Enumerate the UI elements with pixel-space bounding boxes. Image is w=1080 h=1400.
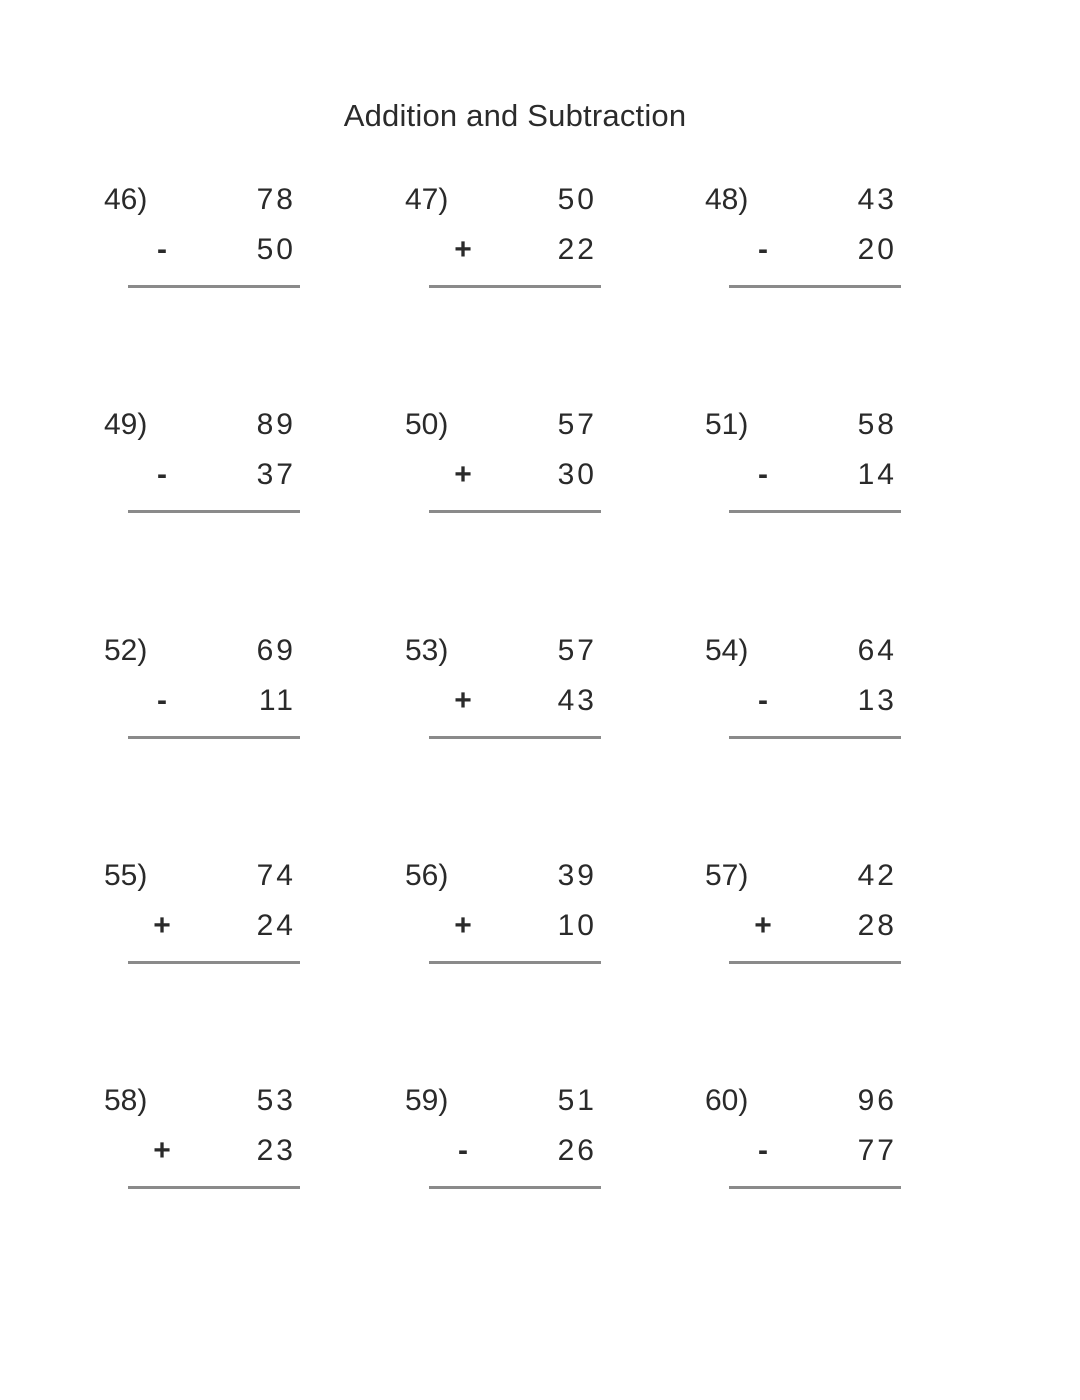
bottom-operand: 26 [557,1134,597,1167]
operator-sign: + [153,1134,171,1167]
problem-number: 48) [705,183,749,216]
problem-56 [405,858,615,978]
top-operand: 50 [557,183,597,216]
top-operand: 69 [256,634,296,667]
answer-line [128,285,300,288]
top-operand: 58 [857,408,897,441]
operator-sign: - [157,458,167,491]
bottom-operand: 23 [256,1134,296,1167]
problem-57 [705,858,915,978]
operator-sign: + [454,458,472,491]
answer-line [429,961,601,964]
answer-line [128,1186,300,1189]
problem-number: 46) [104,183,148,216]
operator-sign: - [157,233,167,266]
answer-line [429,736,601,739]
operator-sign: - [157,684,167,717]
bottom-operand: 77 [857,1134,897,1167]
answer-line [729,1186,901,1189]
operator-sign: + [153,909,171,942]
problem-51 [705,407,915,527]
worksheet-title: Addition and Subtraction [343,98,687,133]
top-operand: 57 [557,408,597,441]
problem-number: 47) [405,183,449,216]
operator-sign: - [458,1134,468,1167]
problem-number: 54) [705,634,749,667]
problem-number: 58) [104,1084,148,1117]
problem-number: 59) [405,1084,449,1117]
operator-sign: + [454,909,472,942]
problem-59 [405,1083,615,1203]
operator-sign: - [758,1134,768,1167]
problem-number: 60) [705,1084,749,1117]
answer-line [429,1186,601,1189]
bottom-operand: 30 [557,458,597,491]
answer-line [128,510,300,513]
answer-line [729,736,901,739]
bottom-operand: 14 [857,458,897,491]
top-operand: 57 [557,634,597,667]
problem-number: 55) [104,859,148,892]
operator-sign: - [758,233,768,266]
top-operand: 89 [256,408,296,441]
operator-sign: - [758,458,768,491]
top-operand: 96 [857,1084,897,1117]
problem-49 [104,407,314,527]
bottom-operand: 43 [557,684,597,717]
bottom-operand: 13 [857,684,897,717]
operator-sign: + [454,233,472,266]
problem-number: 50) [405,408,449,441]
top-operand: 78 [256,183,296,216]
problem-58 [104,1083,314,1203]
problem-53 [405,633,615,753]
problem-number: 56) [405,859,449,892]
top-operand: 42 [857,859,897,892]
bottom-operand: 50 [256,233,296,266]
problem-46 [104,182,314,302]
problem-54 [705,633,915,753]
problem-47 [405,182,615,302]
answer-line [729,510,901,513]
answer-line [128,736,300,739]
bottom-operand: 11 [258,684,296,717]
problem-48 [705,182,915,302]
problem-55 [104,858,314,978]
bottom-operand: 28 [857,909,897,942]
top-operand: 51 [557,1084,597,1117]
bottom-operand: 37 [256,458,296,491]
problem-number: 49) [104,408,148,441]
problem-52 [104,633,314,753]
problem-50 [405,407,615,527]
top-operand: 53 [256,1084,296,1117]
top-operand: 64 [857,634,897,667]
operator-sign: + [454,684,472,717]
answer-line [729,285,901,288]
answer-line [429,285,601,288]
bottom-operand: 24 [256,909,296,942]
problem-number: 51) [705,408,749,441]
top-operand: 74 [256,859,296,892]
problem-number: 53) [405,634,449,667]
answer-line [128,961,300,964]
top-operand: 39 [557,859,597,892]
bottom-operand: 22 [557,233,597,266]
operator-sign: + [754,909,772,942]
bottom-operand: 20 [857,233,897,266]
problem-number: 52) [104,634,148,667]
answer-line [429,510,601,513]
answer-line [729,961,901,964]
problem-60 [705,1083,915,1203]
operator-sign: - [758,684,768,717]
top-operand: 43 [857,183,897,216]
problem-number: 57) [705,859,749,892]
bottom-operand: 10 [557,909,597,942]
